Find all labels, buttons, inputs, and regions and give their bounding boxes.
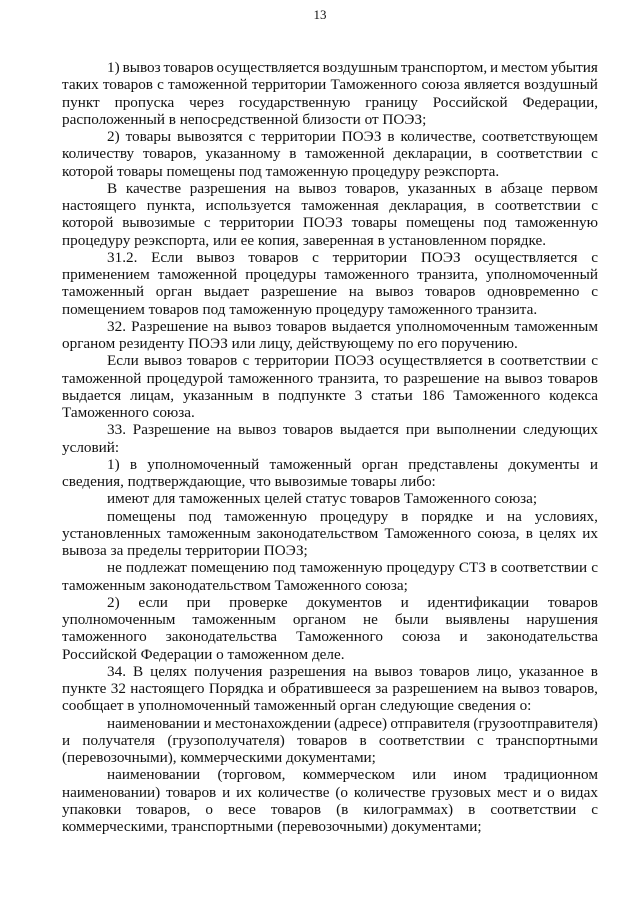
text-line: 1) в уполномоченный таможенный орган представлены документы и	[107, 455, 598, 473]
paragraph	[62, 318, 598, 353]
text-line: расположенный в непосредственной близости от ПОЭЗ;	[62, 110, 427, 128]
text-line: таких товаров с таможенной территории Таможенного союза является воздушный	[62, 76, 598, 94]
paragraph	[62, 59, 598, 128]
text-line: выдается лицам, указанным в подпункте 3 статьи 186 Таможенного кодекса	[62, 386, 598, 404]
page-number: 13	[313, 7, 327, 22]
text-line: применением таможенной процедуры таможенного транзита, уполномоченный	[62, 266, 598, 283]
paragraph	[62, 180, 598, 249]
text-line: таможенный орган выдает разрешение на вывоз товаров одновременно с	[62, 283, 598, 301]
paragraph	[62, 456, 598, 491]
text-line: настоящего пункта, используется таможенная декларация, в соответствии с	[62, 197, 598, 214]
paragraph	[62, 352, 598, 421]
text-line: 2) товары вывозятся с территории ПОЭЗ в количестве, соответствующем	[107, 128, 598, 145]
text-line: помещением товаров под таможенную процедуру таможенного транзита.	[62, 300, 538, 318]
text-line: которой вывозимые с территории ПОЭЗ товары помещены под таможенную	[62, 214, 598, 232]
text-line: имеют для таможенных целей статус товаров Таможенного союза;	[107, 490, 538, 508]
text-line: 31.2. Если вывоз товаров с территории ПОЭЗ осуществляется с	[107, 248, 598, 266]
text-line: (перевозочными), коммерческими документами;	[62, 749, 376, 766]
paragraph	[62, 766, 598, 835]
document-body	[62, 59, 598, 835]
paragraph	[62, 249, 598, 318]
text-line: которой товары помещены под таможенную процедуру реэкспорта.	[62, 162, 500, 180]
text-line: количеству товаров, указанному в таможенной декларации, в соответствии с	[62, 145, 598, 163]
text-line: 32. Разрешение на вывоз товаров выдается уполномоченным таможенным	[107, 317, 598, 335]
paragraph	[62, 559, 598, 594]
text-line: Если вывоз товаров с территории ПОЭЗ осуществляется в соответствии с	[107, 352, 598, 370]
text-line: установленных таможенным законодательством Таможенного союза, в целях их	[62, 524, 598, 542]
paragraph	[62, 490, 598, 507]
paragraph	[62, 663, 598, 715]
text-line: таможенного законодательства Таможенного союза и законодательства	[62, 628, 598, 646]
paragraph	[62, 508, 598, 560]
text-line: 33. Разрешение на вывоз товаров выдается при выполнении следующих	[107, 421, 598, 439]
text-line: таможенной процедурой таможенного транзита, то разрешение на вывоз товаров	[62, 369, 598, 387]
paragraph	[62, 421, 598, 456]
text-line: сведения, подтверждающие, что вывозимые товары либо:	[62, 473, 436, 490]
text-line: таможенным законодательством Таможенного союза;	[62, 576, 408, 594]
text-line: уполномоченным таможенным органом не были выявлены нарушения	[62, 611, 598, 628]
text-line: 1) вывоз товаров осуществляется воздушным транспортом, и местом убытия	[107, 59, 598, 76]
text-line: органом резиденту ПОЭЗ или лицу, действующему по его поручению.	[62, 335, 518, 352]
text-line: наименовании) товаров и их количестве (о количестве грузовых мест и о видах	[62, 783, 598, 801]
text-line: условий:	[62, 438, 120, 456]
text-line: вывоза за пределы территории ПОЭЗ;	[62, 542, 308, 559]
text-line: не подлежат помещению под таможенную процедуру СТЗ в соответствии с	[107, 559, 598, 577]
text-line: В качестве разрешения на вывоз товаров, указанных в абзаце первом	[107, 179, 598, 197]
text-line: сообщает в уполномоченный таможенный орган следующие сведения о:	[62, 697, 532, 715]
text-line: упаковки товаров, о весе товаров (в килограммах) в соответствии с	[62, 800, 598, 818]
text-line: 34. В целях получения разрешения на вывоз товаров лицо, указанное в	[107, 662, 598, 680]
paragraph	[62, 715, 598, 767]
text-line: Таможенного союза.	[62, 404, 195, 421]
text-line: пункт пропуска через государственную границу Российской Федерации,	[62, 93, 598, 111]
text-line: помещены под таможенную процедуру в порядке и на условиях,	[107, 507, 598, 525]
text-line: наименовании и местонахождении (адресе) отправителя (грузоотправителя)	[107, 714, 598, 732]
paragraph	[62, 594, 598, 663]
text-line: процедуру реэкспорта, или ее копия, заверенная в установленном порядке.	[62, 231, 546, 249]
text-line: и получателя (грузополучателя) товаров в соответствии с транспортными	[62, 731, 598, 749]
text-line: 2) если при проверке документов и идентификации товаров	[107, 593, 598, 611]
paragraph	[62, 128, 598, 180]
text-line: коммерческими, транспортными (перевозочными) документами;	[62, 818, 482, 835]
text-line: Российской Федерации о таможенном деле.	[62, 645, 345, 663]
text-line: наименовании (торговом, коммерческом или ином традиционном	[107, 766, 598, 784]
text-line: пункте 32 настоящего Порядка и обратившееся за разрешением на вывоз товаров,	[62, 680, 598, 697]
